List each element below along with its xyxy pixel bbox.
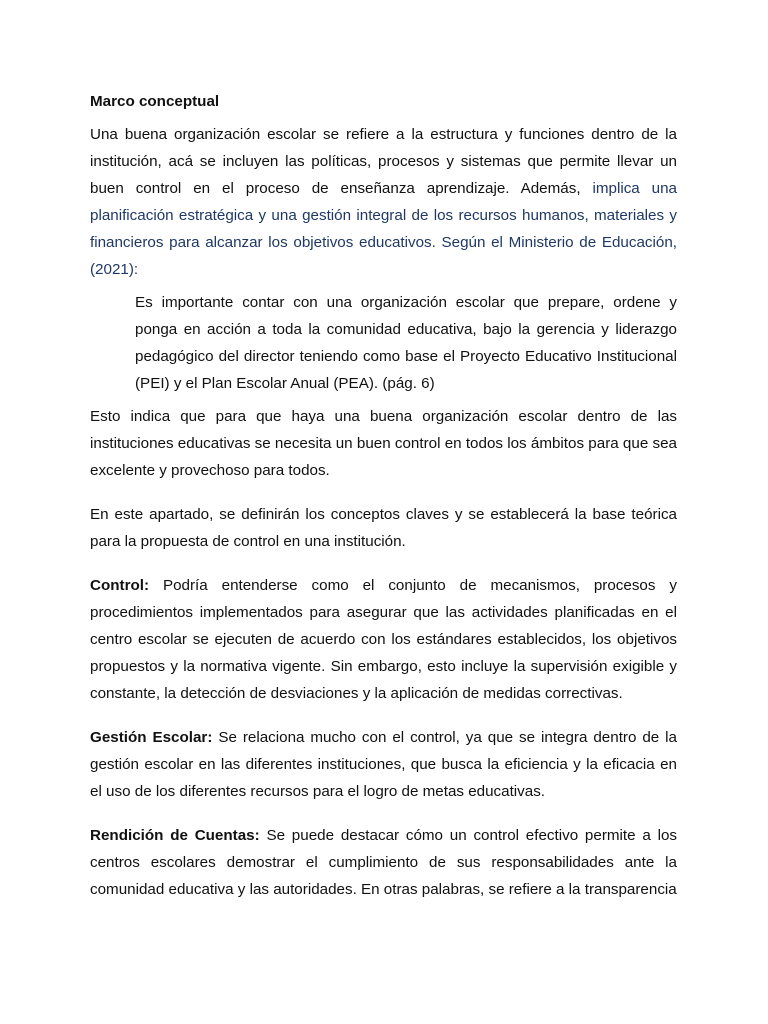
paragraph-section-purpose: En este apartado, se definirán los conceptos claves y se establecerá la base teórica para la propuesta de control en una institución. (90, 506, 677, 550)
definition-term: Control: (90, 577, 150, 594)
definition-text: Se relaciona mucho con el control, ya que se integra dentro de la gestión escolar en las diferentes instituciones, que busca la eficiencia y la eficacia en el uso de los diferentes recursos para el logro de metas educativas. (90, 729, 677, 800)
definition-control (90, 572, 677, 707)
intro-text: Una buena organización escolar se refiere a la estructura y funciones dentro de la institución, acá se incluyen las políticas, procesos y sistemas que permite llevar un buen control en el proceso de enseñanza aprendizaje. Además, (90, 126, 677, 197)
document-body (90, 92, 677, 903)
intro-highlight-text: implica una planificación estratégica y una gestión integral de los recursos humanos, materiales y financieros para alcanzar los objetivos educativos. Según el Ministerio de Educación, (2021): (90, 180, 677, 278)
intro-paragraph (90, 121, 677, 283)
paragraph-indicates: Esto indica que para que haya una buena organización escolar dentro de las instituciones educativas se necesita un buen control en todos los ámbitos para que sea excelente y provechoso para todos. (90, 408, 677, 479)
definition-term: Rendición de Cuentas: (90, 827, 260, 844)
section-title: Marco conceptual (90, 93, 220, 110)
definition-rendicion-de-cuentas (90, 822, 677, 903)
block-quote: Es importante contar con una organización escolar que prepare, ordene y ponga en acción a toda la comunidad educativa, bajo la gerencia y liderazgo pedagógico del director teniendo como base el Proyecto Educativo Institucional (PEI) y el Plan Escolar Anual (PEA). (pág. 6) (135, 294, 677, 392)
definition-gestion-escolar (90, 724, 677, 805)
definition-term: Gestión Escolar: (90, 729, 213, 746)
definition-text: Podría entenderse como el conjunto de mecanismos, procesos y procedimientos implementados para asegurar que las actividades planificadas en el centro escolar se ejecuten de acuerdo con los estándares establecidos, los objetivos propuestos y la normativa vigente. Sin embargo, esto incluye la supervisión exigible y constante, la detección de desviaciones y la aplicación de medidas correctivas. (90, 577, 677, 702)
definition-text: Se puede destacar cómo un control efectivo permite a los centros escolares demostrar el cumplimiento de sus responsabilidades ante la comunidad educativa y las autoridades. En otras palabras, se refiere a la transparencia (90, 827, 677, 898)
